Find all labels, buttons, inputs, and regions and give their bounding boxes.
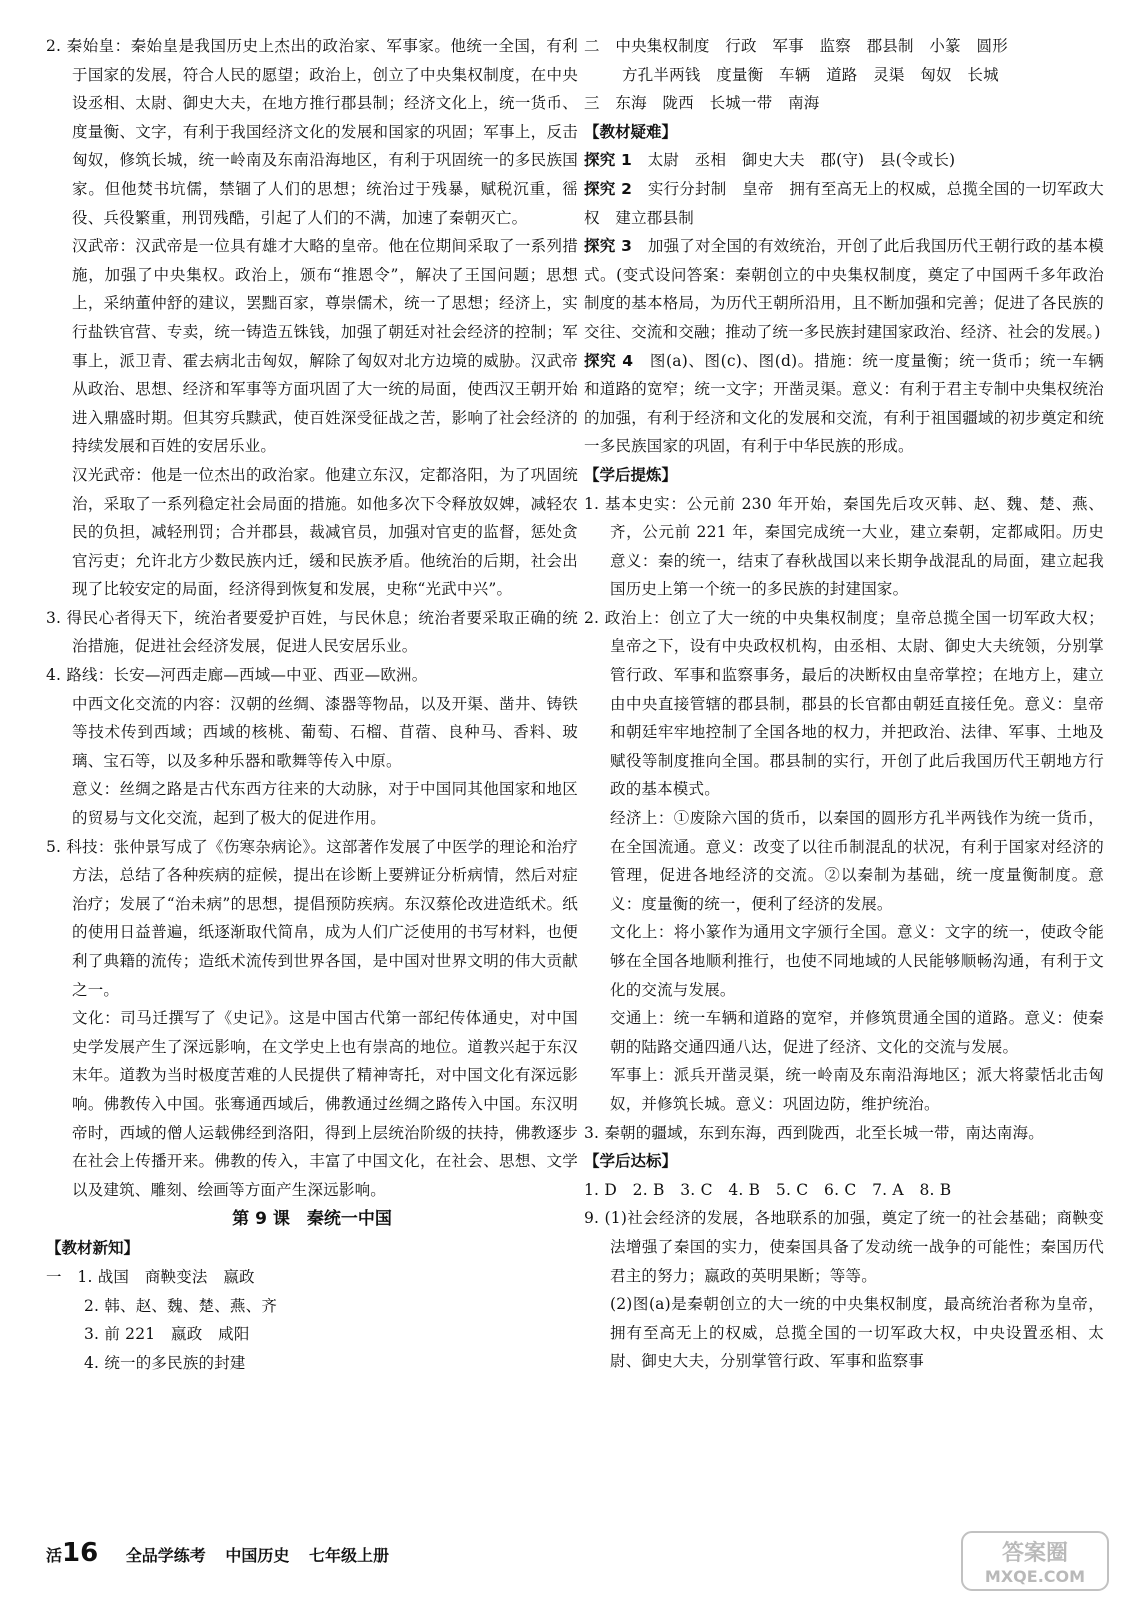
- footer-subject: 中国历史: [225, 1546, 290, 1565]
- new-knowledge-3: 3. 前 221 嬴政 咸阳: [84, 1325, 250, 1344]
- new-knowledge-2: 2. 韩、赵、魏、楚、燕、齐: [84, 1296, 278, 1315]
- refine-1: 1. 基本史实：公元前 230 年开始，秦国先后攻灭韩、赵、魏、楚、燕、齐，公元前 221 年，秦国完成统一大业，建立秦朝，定都咸阳。历史意义：秦的统一，结束了春秋战国以来长期争战混乱的局面，建立起我国历史上第一个统一的多民族的封建国家。: [584, 494, 1104, 599]
- watermark-text-bottom: MXQE.COM: [984, 1567, 1086, 1586]
- lesson-title: 第 9 课 秦统一中国: [232, 1209, 392, 1230]
- explore-2-label: 探究 2: [584, 179, 633, 198]
- answer-4-meaning: 意义：丝绸之路是古代东西方往来的大动脉，对于中国同其他国家和地区的贸易与文化交流，起到了极大的促进作用。: [72, 780, 578, 828]
- section-heading-standard: 【学后达标】: [584, 1152, 678, 1171]
- new-knowledge-two-a: 二 中央集权制度 行政 军事 监察 郡县制 小篆 圆形: [584, 37, 1008, 55]
- watermark-text-top: 答案圈: [1001, 1541, 1069, 1566]
- answer-3: 3. 得民心者得天下，统治者要爱护百姓，与民休息；统治者要采取正确的统治措施，促进社会经济发展，促进人民安居乐业。: [46, 608, 578, 656]
- answer-2-hanwudi: 汉武帝：汉武帝是一位具有雄才大略的皇帝。他在位期间采取了一系列措施，加强了中央集权。政治上，颁布“推恩令”，解决了王国问题；思想上，采纳董仲舒的建议，罢黜百家，尊崇儒术，统一了思想；经济上，实行盐铁官营、专卖，统一铸造五铢钱，加强了朝廷对社会经济的控制；军事上，派卫青、霍去病北击匈奴，解除了匈奴对北方边境的威胁。汉武帝从政治、思想、经济和军事等方面巩固了大一统的局面，使西汉王朝开始进入鼎盛时期。但其穷兵黩武，使百姓深受征战之苦，影响了社会经济的持续发展和百姓的安居乐业。: [72, 237, 578, 456]
- answer-4-content: 中西文化交流的内容：汉朝的丝绸、漆器等物品，以及开渠、凿井、铸铁等技术传到西域；西域的核桃、葡萄、石榴、苜蓿、良种马、香料、玻璃、宝石等，以及多种乐器和歌舞等传入中原。: [72, 694, 578, 770]
- section-heading-new-knowledge: 【教材新知】: [46, 1239, 140, 1258]
- answer-2-qinshihuang: 2. 秦始皇：秦始皇是我国历史上杰出的政治家、军事家。他统一全国，有利于国家的发展，符合人民的愿望；政治上，创立了中央集权制度，在中央设丞相、太尉、御史大夫，在地方推行郡县制；经济文化上，统一货币、度量衡、文字，有利于我国经济文化的发展和国家的巩固；军事上，反击匈奴，修筑长城，统一岭南及东南沿海地区，有利于巩固统一的多民族国家。但他焚书坑儒，禁锢了人们的思想；统治过于残暴，赋税沉重，徭役、兵役繁重，刑罚残酷，引起了人们的不满，加速了秦朝灭亡。: [46, 37, 578, 227]
- explore-4: [584, 347, 1104, 461]
- answer-9-part-1: 9. (1)社会经济的发展，各地联系的加强，奠定了统一的社会基础；商鞅变法增强了秦国的实力，使秦国具备了发动统一战争的可能性；秦国历代君主的努力；嬴政的英明果断；等等。: [584, 1209, 1104, 1285]
- refine-2-culture: 文化上：将小篆作为通用文字颁行全国。意义：文字的统一，使政令能够在全国各地顺利推行，也使不同地域的人民能够顺畅沟通，有利于文化的交流与发展。: [610, 923, 1104, 999]
- explore-1: [584, 146, 1104, 175]
- answer-4-route: 4. 路线：长安—河西走廊—西域—中亚、西亚—欧洲。: [46, 666, 428, 685]
- refine-2-politics: 2. 政治上：创立了大一统的中央集权制度；皇帝总揽全国一切军政大权；皇帝之下，设有中央政权机构，由丞相、太尉、御史大夫统领，分别掌管行政、军事和监察事务，最后的决断权由皇帝掌控；在地方上，建立由中央直接管辖的郡县制，郡县的长官都由朝廷直接任免。意义：皇帝和朝廷牢牢地控制了全国各地的权力，并把政治、法律、军事、土地及赋役等制度推向全国。郡县制的实行，开创了此后我国历代王朝地方行政的基本模式。: [584, 608, 1104, 799]
- explore-2-text: 实行分封制 皇帝 拥有至高无上的权威，总揽全国的一切军政大权 建立郡县制: [584, 179, 1104, 227]
- left-column: [46, 32, 578, 1377]
- answer-5-culture: 文化：司马迁撰写了《史记》。这是中国古代第一部纪传体通史，对中国史学发展产生了深远影响，在文学史上也有崇高的地位。道教兴起于东汉末年。道教为当时极度苦难的人民提供了精神寄托，对中国文化有深远影响。佛教传入中国。张骞通西域后，佛教通过丝绸之路传入中国。东汉明帝时，西域的僧人运载佛经到洛阳，得到上层统治阶级的扶持，佛教逐步在社会上传播开来。佛教的传入，丰富了中国文化，在社会、思想、文学以及建筑、雕刻、绘画等方面产生深远影响。: [72, 1009, 578, 1199]
- section-heading-difficulties: 【教材疑难】: [584, 122, 678, 141]
- new-knowledge-1: 一 1. 战国 商鞅变法 嬴政: [46, 1267, 255, 1286]
- explore-3-label: 探究 3: [584, 237, 633, 256]
- refine-3: 3. 秦朝的疆域，东到东海，西到陇西，北至长城一带，南达南海。: [584, 1123, 1044, 1142]
- right-column: [584, 32, 1104, 1376]
- explore-2: [584, 175, 1104, 232]
- answer-2-guangwudi: 汉光武帝：他是一位杰出的政治家。他建立东汉，定都洛阳，为了巩固统治，采取了一系列稳定社会局面的措施。如他多次下令释放奴婢，减轻农民的负担，减轻刑罚；合并郡县，裁减官员，加强对官吏的监督，惩处贪官污吏；允许北方少数民族内迁，缓和民族矛盾。他统治的后期，社会出现了比较安定的局面，经济得到恢复和发展，史称“光武中兴”。: [72, 465, 578, 599]
- new-knowledge-three: 三 东海 陇西 长城一带 南海: [584, 94, 820, 113]
- refine-2-traffic: 交通上：统一车辆和道路的宽窄，并修筑贯通全国的道路。意义：使秦朝的陆路交通四通八达，促进了经济、文化的交流与发展。: [610, 1009, 1104, 1056]
- explore-1-text: 太尉 丞相 御史大夫 郡(守) 县(令或长): [647, 151, 956, 170]
- watermark-logo: [960, 1530, 1110, 1592]
- new-knowledge-two-b: 方孔半两钱 度量衡 车辆 道路 灵渠 匈奴 长城: [622, 65, 999, 84]
- answer-9-part-2: (2)图(a)是秦朝创立的大一统的中央集权制度，最高统治者称为皇帝，拥有至高无上的权威，总揽全国的一切军政大权，中央设置丞相、太尉、御史大夫，分别掌管行政、军事和监察事: [610, 1295, 1104, 1371]
- explore-4-label: 探究 4: [584, 351, 634, 370]
- explore-1-label: 探究 1: [584, 151, 632, 170]
- explore-4-text: 图(a)、图(c)、图(d)。措施：统一度量衡；统一货币；统一车辆和道路的宽窄；统一文字；开凿灵渠。意义：有利于君主专制中央集权统治的加强，有利于经济和文化的发展和交流，有利于祖国疆域的初步奠定和统一多民族国家的巩固，有利于中华民族的形成。: [584, 351, 1104, 456]
- page-number: 16: [62, 1538, 99, 1568]
- footer-label: 活: [46, 1546, 63, 1565]
- page-footer: [46, 1538, 403, 1568]
- new-knowledge-4: 4. 统一的多民族的封建: [84, 1353, 246, 1372]
- explore-3: [584, 232, 1104, 346]
- footer-brand: 全品学练考: [125, 1546, 206, 1565]
- section-heading-refine: 【学后提炼】: [584, 465, 678, 484]
- explore-3-text: 加强了对全国的有效统治，开创了此后我国历代王朝行政的基本模式。(变式设问答案：秦朝创立的中央集权制度，奠定了中国两千多年政治制度的基本格局，为历代王朝所沿用，且不断加强和完善；促进了各民族的交往、交流和交融；推动了统一多民族封建国家政治、经济、社会的发展。): [584, 237, 1104, 341]
- refine-2-economy: 经济上：①废除六国的货币，以秦国的圆形方孔半两钱作为统一货币，在全国流通。意义：改变了以往币制混乱的状况，有利于国家对经济的管理，促进各地经济的交流。②以秦制为基础，统一度量衡制度。意义：度量衡的统一，便利了经济的发展。: [610, 809, 1104, 913]
- footer-grade: 七年级上册: [308, 1546, 389, 1565]
- answer-5-tech: 5. 科技：张仲景写成了《伤寒杂病论》。这部著作发展了中医学的理论和治疗方法，总结了各种疾病的症候，提出在诊断上要辨证分析病情，然后对症治疗；发展了“治未病”的思想，提倡预防疾病。东汉蔡伦改进造纸术。纸的使用日益普遍，纸逐渐取代简帛，成为人们广泛使用的书写材料，也便利了典籍的流传；造纸术流传到世界各国，是中国对世界文明的伟大贡献之一。: [46, 837, 578, 999]
- multiple-choice-answers: 1. D 2. B 3. C 4. B 5. C 6. C 7. A 8. B: [584, 1180, 952, 1199]
- refine-2-military: 军事上：派兵开凿灵渠，统一岭南及东南沿海地区；派大将蒙恬北击匈奴，并修筑长城。意义：巩固边防，维护统治。: [610, 1066, 1104, 1113]
